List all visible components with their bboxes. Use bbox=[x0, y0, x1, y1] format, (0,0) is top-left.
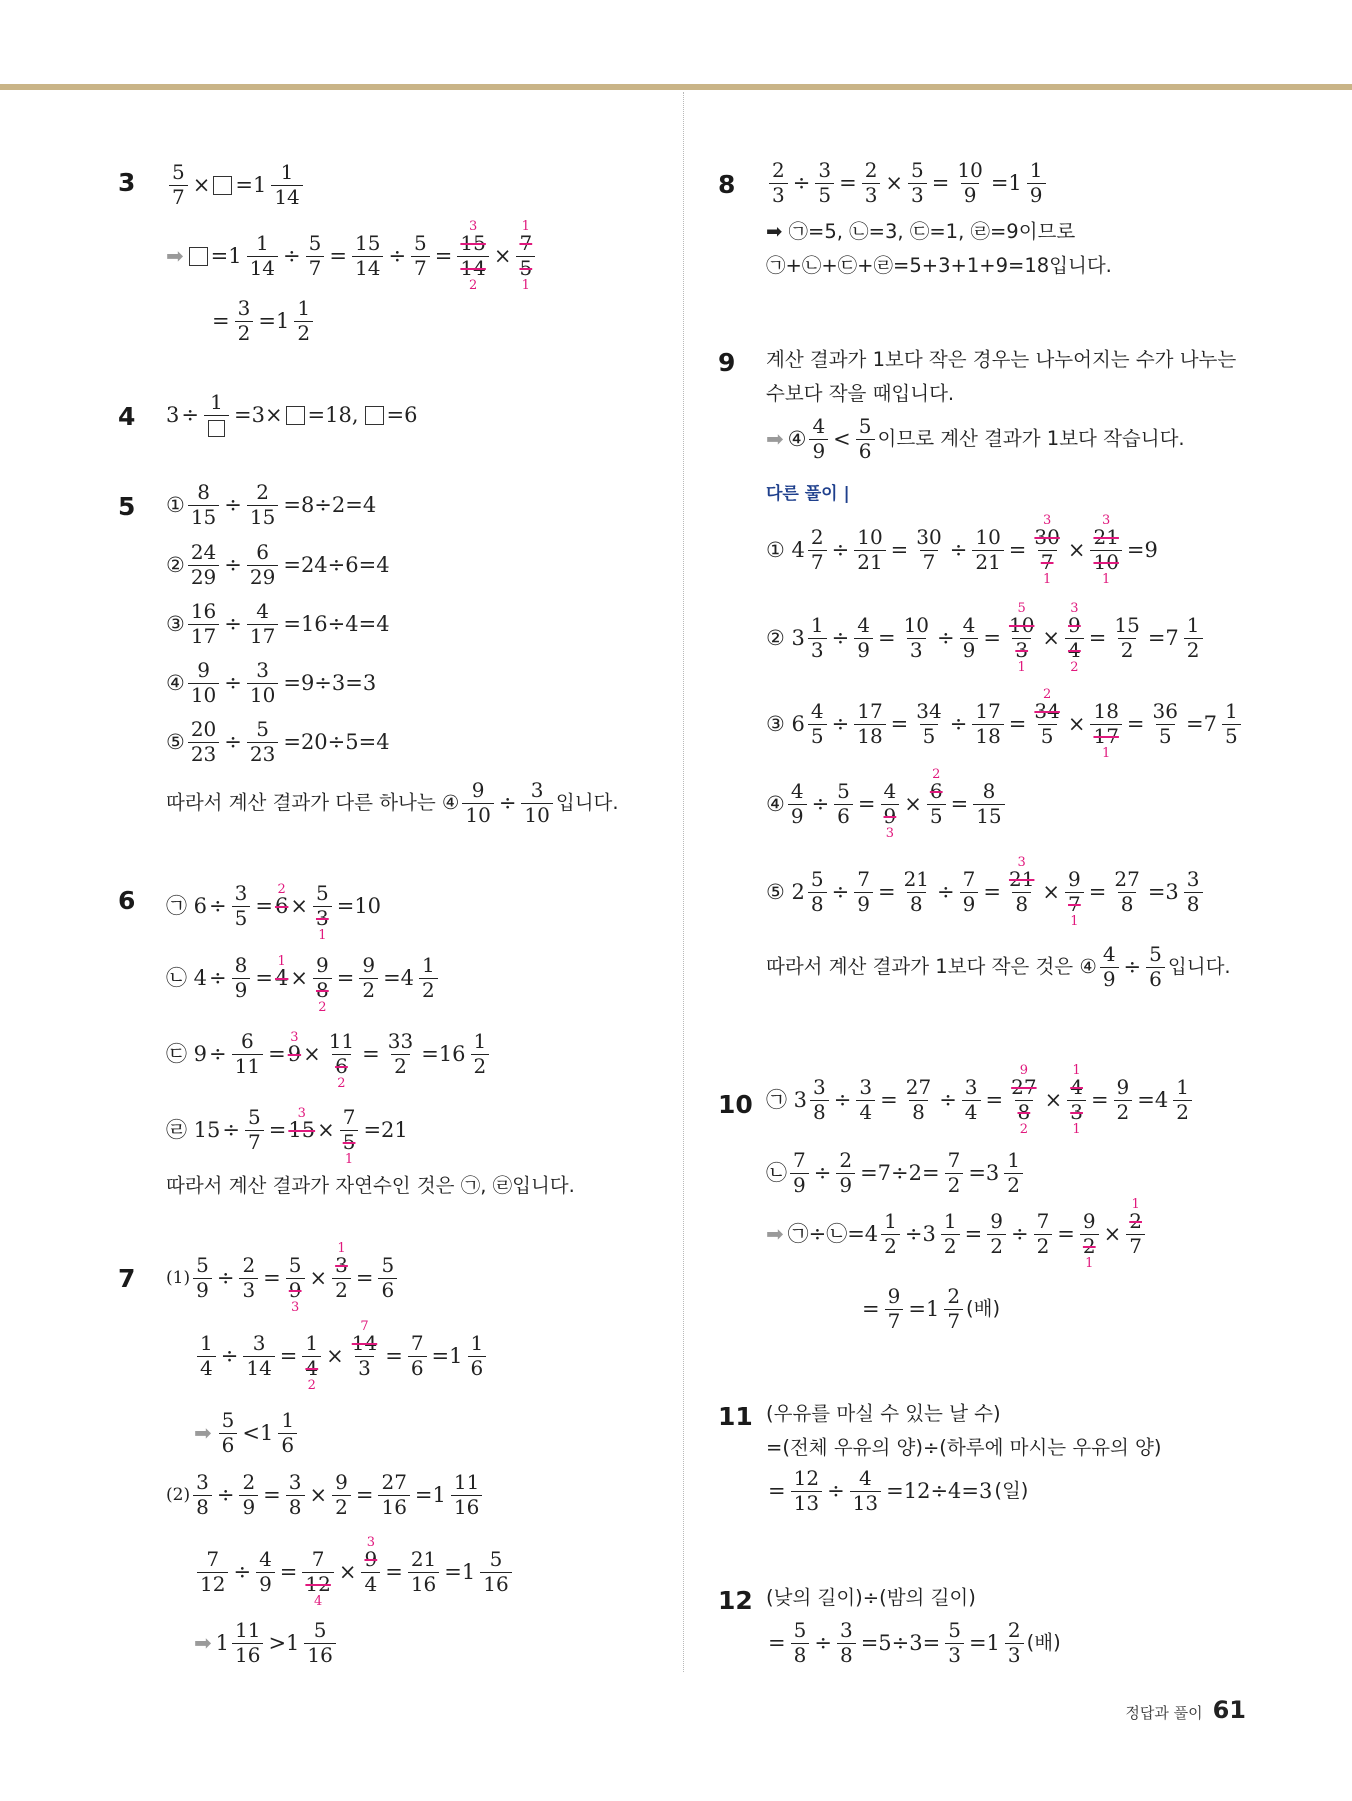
p9-conclusion: 따라서 계산 결과가 1보다 작은 것은 ④ $\frac{4}{9}$ ÷ $\frac{5}{6}$ 입니다. bbox=[766, 942, 1231, 991]
p11-line-1: (우유를 마실 수 있는 날 수) bbox=[766, 1402, 1001, 1425]
p7-line-3: ➡ $\frac{5}{6}$ <1 $\frac{1}{6}$ bbox=[194, 1410, 300, 1456]
p10-line-1: ㉠ 3 $\frac{3}{8}$ ÷ $\frac{3}{4}$ = $\frac{27}{8}$ ÷ $\frac{3}{4}$ = 9 $\frac{27}{8}$ 2 × 1 $\frac{4}{3}$ 1 = $\frac{9}{2}$ =4 $\frac{1}{2}$ bbox=[766, 1064, 1195, 1136]
p9-alt-1: ① 4 $\frac{2}{7}$ ÷ $\frac{10}{21}$ = $\frac{30}{7}$ ÷ $\frac{10}{21}$ = 3 $\frac{30}{7}$ 1 × 3 $\frac{21}{10}$ 1 =9 bbox=[766, 513, 1158, 588]
p6-item-3: ㉢ 9 ÷ $\frac{6}{11}$ = 3 9 × $\frac{11}{6}$ 2 = $\frac{33}{2}$ =16 $\frac{1}{2}$ bbox=[166, 1018, 492, 1090]
problem-number: 9 bbox=[718, 348, 736, 377]
p10-line-4: = $\frac{9}{7}$ =1 $\frac{2}{7}$ (배) bbox=[862, 1284, 1001, 1333]
p11-line-2: =(전체 우유의 양)÷(하루에 마시는 우유의 양) bbox=[766, 1436, 1162, 1459]
problem-number: 10 bbox=[718, 1090, 753, 1119]
problem-number: 6 bbox=[118, 886, 136, 915]
p3-solution: ➡ =1 $\frac{1}{14}$ ÷ $\frac{5}{7}$ = $\frac{15}{14}$ ÷ $\frac{5}{7}$ = 3 $\frac{15}{14}$ 2 × 1 $\frac{7}{5}$ 1 bbox=[166, 220, 538, 292]
p12-line-1: (낮의 길이)÷(밤의 길이) bbox=[766, 1586, 976, 1609]
p7-line-2: $\frac{1}{4}$ ÷ $\frac{3}{14}$ = $\frac{1}{4}$ 2 × 7 $\frac{14}{3}$ = $\frac{7}{6}$ =1 $\frac{1}{6}$ bbox=[194, 1320, 489, 1392]
problem-number: 3 bbox=[118, 168, 136, 197]
page-number: 61 bbox=[1212, 1696, 1246, 1724]
p9-alt-2: ② 3 $\frac{1}{3}$ ÷ $\frac{4}{9}$ = $\frac{10}{3}$ ÷ $\frac{4}{9}$ = 5 $\frac{10}{3}$ 1 × 3 $\frac{9}{4}$ 2 = $\frac{15}{2}$ =7 $\frac{1}{2}$ bbox=[766, 602, 1206, 674]
p12-line-2: = $\frac{5}{8}$ ÷ $\frac{3}{8}$ =5÷3= $\frac{5}{3}$ =1 $\frac{2}{3}$ (배) bbox=[768, 1618, 1061, 1667]
header-accent-bar bbox=[0, 84, 1352, 90]
p4-equation: 3 ÷ 1 =3× =18, =6 bbox=[166, 392, 420, 438]
p10-line-2: ㉡ $\frac{7}{9}$ ÷ $\frac{2}{9}$ =7÷2= $\frac{7}{2}$ =3 $\frac{1}{2}$ bbox=[766, 1150, 1026, 1196]
p9-alt-3: ③ 6 $\frac{4}{5}$ ÷ $\frac{17}{18}$ = $\frac{34}{5}$ ÷ $\frac{17}{18}$ = 2 $\frac{34}{5}$ × $\frac{18}{17}$ 1 = $\frac{36}{5}$ =7 $\frac{1}{5}$ bbox=[766, 688, 1244, 760]
arrow-icon: ➡ bbox=[194, 1630, 212, 1655]
arrow-icon: ➡ bbox=[166, 243, 184, 268]
p6-item-1: ㉠ 6 ÷ $\frac{3}{5}$ = 2 6 × $\frac{5}{3}$ 1 =10 bbox=[166, 881, 382, 944]
p9-line-2: 수보다 작을 때입니다. bbox=[766, 382, 955, 405]
problem-number: 7 bbox=[118, 1264, 136, 1293]
p9-line-3: ➡ ④ $\frac{4}{9}$ < $\frac{5}{6}$ 이므로 계산 결과가 1보다 작습니다. bbox=[766, 414, 1185, 463]
arrow-icon: ➡ bbox=[194, 1420, 212, 1445]
p8-line-1: $\frac{2}{3}$ ÷ $\frac{3}{5}$ = $\frac{2}{3}$ × $\frac{5}{3}$ = $\frac{10}{9}$ =1 $\frac{1}{9}$ bbox=[766, 160, 1049, 206]
p7-line-4: (2) $\frac{3}{8}$ ÷ $\frac{2}{9}$ = $\frac{3}{8}$ × $\frac{9}{2}$ = $\frac{27}{16}$ =1 $\frac{11}{16}$ bbox=[166, 1472, 485, 1518]
p3-result: = $\frac{3}{2}$ =1 $\frac{1}{2}$ bbox=[210, 298, 316, 344]
column-divider bbox=[683, 92, 684, 1672]
problem-number: 8 bbox=[718, 170, 736, 199]
alt-solution-label: 다른 풀이 | bbox=[766, 484, 850, 504]
problem-number: 4 bbox=[118, 402, 136, 431]
p9-line-1: 계산 결과가 1보다 작은 경우는 나누어지는 수가 나누는 bbox=[766, 348, 1237, 371]
cancellation-note: 3 $\frac{15}{14}$ 2 bbox=[454, 220, 491, 292]
p8-line-2: ➡ ㉠=5, ㉡=3, ㉢=1, ㉣=9이므로 bbox=[766, 220, 1076, 243]
p5-conclusion: 따라서 계산 결과가 다른 하나는 ④ $\frac{9}{10}$ ÷ $\frac{3}{10}$ 입니다. bbox=[166, 778, 619, 827]
p5-item-3: ③ $\frac{16}{17}$ ÷ $\frac{4}{17}$ =16÷4=4 bbox=[166, 599, 390, 648]
footer-label: 정답과 풀이 bbox=[1125, 1704, 1203, 1722]
problem-number: 12 bbox=[718, 1586, 753, 1615]
p7-line-6: ➡ 1 $\frac{11}{16}$ >1 $\frac{5}{16}$ bbox=[194, 1620, 339, 1666]
problem-number: 5 bbox=[118, 492, 136, 521]
problem-number: 11 bbox=[718, 1402, 753, 1431]
arrow-icon: ➡ bbox=[766, 1221, 784, 1246]
blank-box bbox=[213, 176, 232, 195]
p5-item-4: ④ $\frac{9}{10}$ ÷ $\frac{3}{10}$ =9÷3=3 bbox=[166, 658, 377, 707]
p6-item-4: ㉣ 15 ÷ $\frac{5}{7}$ = 3 15 × $\frac{7}{5}$ 1 =21 bbox=[166, 1105, 408, 1168]
p11-line-3: = $\frac{12}{13}$ ÷ $\frac{4}{13}$ =12÷4=3 (일) bbox=[768, 1466, 1029, 1515]
p3-equation: $\frac{5}{7}$ × =1 $\frac{1}{14}$ bbox=[166, 162, 306, 208]
p5-item-5: ⑤ $\frac{20}{23}$ ÷ $\frac{5}{23}$ =20÷5=4 bbox=[166, 717, 390, 766]
p8-line-3: ㉠+㉡+㉢+㉣=5+3+1+9=18입니다. bbox=[766, 254, 1112, 277]
p5-item-1: ① $\frac{8}{15}$ ÷ $\frac{2}{15}$ =8÷2=4 bbox=[166, 480, 377, 529]
p7-line-1: (1) $\frac{5}{9}$ ÷ $\frac{2}{3}$ = $\frac{5}{9}$ 3 × 1 $\frac{3}{2}$ = $\frac{5}{6}$ bbox=[166, 1242, 400, 1314]
p10-line-3: ➡ ㉠÷㉡=4 $\frac{1}{2}$ ÷3 $\frac{1}{2}$ = $\frac{9}{2}$ ÷ $\frac{7}{2}$ = $\frac{9}{2}$ 1 × 1 $\frac{2}{7}$ bbox=[766, 1198, 1148, 1270]
arrow-icon: ➡ bbox=[766, 426, 784, 451]
p6-conclusion: 따라서 계산 결과가 자연수인 것은 ㉠, ㉣입니다. bbox=[166, 1174, 575, 1197]
p7-line-5: $\frac{7}{12}$ ÷ $\frac{4}{9}$ = $\frac{7}{12}$ 4 × 3 $\frac{9}{4}$ = $\frac{21}{16}$ =1 $\frac{5}{16}$ bbox=[194, 1536, 515, 1608]
page-footer bbox=[1125, 1696, 1246, 1724]
p6-item-2: ㉡ 4 ÷ $\frac{8}{9}$ = 1 4 × $\frac{9}{8}$ 2 = $\frac{9}{2}$ =4 $\frac{1}{2}$ bbox=[166, 942, 441, 1014]
p9-alt-4: ④ $\frac{4}{9}$ ÷ $\frac{5}{6}$ = $\frac{4}{9}$ 3 × 2 $\frac{6}{5}$ = $\frac{8}{15}$ bbox=[766, 768, 1008, 840]
p9-alt-5: ⑤ 2 $\frac{5}{8}$ ÷ $\frac{7}{9}$ = $\frac{21}{8}$ ÷ $\frac{7}{9}$ = 3 $\frac{21}{8}$ × $\frac{9}{7}$ 1 = $\frac{27}{8}$ =3 $\frac{3}{8}$ bbox=[766, 856, 1206, 928]
p5-item-2: ② $\frac{24}{29}$ ÷ $\frac{6}{29}$ =24÷6=4 bbox=[166, 540, 390, 589]
